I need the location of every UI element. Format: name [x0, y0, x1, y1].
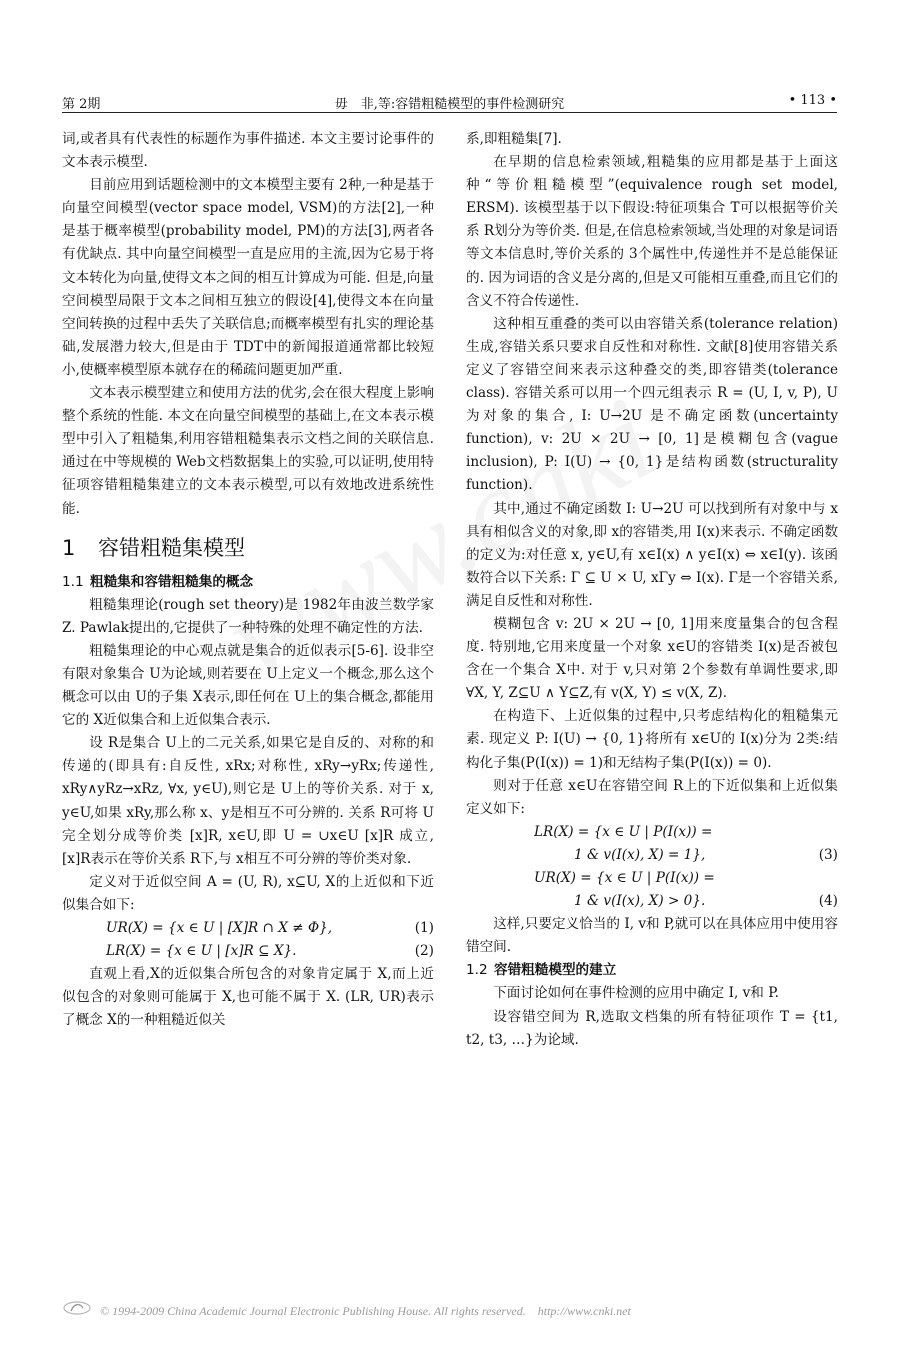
section-number: 1	[62, 535, 76, 560]
equation-2	[62, 940, 434, 963]
equation-number: (3)	[818, 846, 838, 863]
paragraph: 这种相互重叠的类可以由容错关系(tolerance relation)生成,容错关系只要求自反性和对称性. 文献[8]使用容错关系定义了容错空间来表示这种叠交的类,即容错类(tolerance class). 容错关系可以用一个四元组表示 R = (U, I, v, P), U为对象的集合, I: U→2U 是不确定函数(uncertainty function), v: 2U × 2U → [0, 1]是模糊包含(vague inclusion), P: I(U) → {0, 1}是结构函数(structurality function).	[466, 315, 838, 494]
equation-number: (2)	[414, 943, 434, 960]
page-number: • 113 •	[788, 93, 837, 108]
equation-body: LR(X) = {x ∈ U | [x]R ⊆ X}.	[106, 943, 297, 960]
paragraph: 粗糙集理论的中心观点就是集合的近似表示[5-6]. 设非空有限对象集合 U为论域,则若要在 U上定义一个概念,那么这个概念可以由 U的子集 X表示,即任何在 U上的集合概念,都能用它的 X近似集合和上近似集合表示.	[62, 642, 434, 729]
right-column	[466, 128, 838, 1052]
left-column	[62, 128, 434, 1032]
subsection-heading-1-1	[62, 571, 434, 594]
section-heading-1	[62, 533, 434, 563]
equation-body: 1 & v(I(x), X) = 1},	[574, 846, 706, 863]
paragraph: 粗糙集理论(rough set theory)是 1982年由波兰数学家 Z. Pawlak提出的,它提供了一种特殊的处理不确定性的方法.	[62, 596, 434, 636]
equation-body: 1 & v(I(x), X) > 0}.	[574, 893, 706, 910]
equation-number: (1)	[414, 920, 434, 936]
subsection-heading-1-2	[466, 959, 838, 982]
running-header	[62, 90, 837, 113]
equation-body: UR(X) = {x ∈ U | [X]R ∩ X ≠ Φ},	[106, 920, 333, 936]
equation-number: (4)	[818, 893, 838, 910]
subsection-number: 1.2	[466, 962, 488, 979]
page-footer	[62, 1300, 837, 1320]
subsection-title: 粗糙集和容错粗糙集的概念	[90, 573, 254, 590]
equation-3-line-2	[466, 844, 838, 867]
paragraph: 则对于任意 x∈U在容错空间 R上的下近似集和上近似集定义如下:	[466, 777, 838, 817]
equation-4-line-1	[466, 867, 838, 890]
copyright-notice: © 1994-2009 China Academic Journal Electronic Publishing House. All rights reserved. http://www.cnki.net	[100, 1304, 631, 1318]
equation-body: LR(X) = {x ∈ U | P(I(x)) =	[534, 823, 713, 840]
paragraph: 这样,只要定义恰当的 I, v和 P,就可以在具体应用中使用容错空间.	[466, 916, 838, 956]
equation-1	[62, 917, 434, 940]
equation-body: UR(X) = {x ∈ U | P(I(x)) =	[534, 870, 715, 886]
paragraph: 文本表示模型建立和使用方法的优劣,会在很大程度上影响整个系统的性能. 本文在向量空间模型的基础上,在文本表示模型中引入了粗糙集,利用容错粗糙集表示文档之间的关联信息. 通过在中等规模的 Web文档数据集上的实验,可以证明,使用特征项容错粗糙集建立的文本表示模型,可以有效地改进系统性能.	[62, 385, 434, 517]
article-running-title: 毋 非,等:容错粗糙模型的事件检测研究	[334, 97, 565, 112]
section-title: 容错粗糙集模型	[98, 535, 245, 560]
paragraph: 在构造下、上近似集的过程中,只考虑结构化的粗糙集元素. 现定义 P: I(U) → {0, 1}将所有 x∈U的 I(x)分为 2类:结构化子集(P(I(x)) = 1)和无结构子集(P(I(x)) = 0).	[466, 708, 838, 771]
paragraph: 目前应用到话题检测中的文本模型主要有 2种,一种是基于向量空间模型(vector space model, VSM)的方法[2],一种是基于概率模型(probability model, PM)的方法[3],两者各有优缺点. 其中向量空间模型一直是应用的主流,因为它易于将文本转化为向量,使得文本之间的相互计算成为可能. 但是,向量空间模型局限于文本之间相互独立的假设[4],使得文本在向量空间转换的过程中丢失了关联信息;而概率模型有扎实的理论基础,发展潜力较大,但是由于 TDT中的新闻报道通常都比较短小,使概率模型原本就存在的稀疏问题更加严重.	[62, 177, 434, 378]
publisher-logo-icon	[62, 1300, 92, 1316]
paragraph: 设 R是集合 U上的二元关系,如果它是自反的、对称的和传递的(即具有:自反性, xRx;对称性, xRy→yRx;传递性, xRy∧yRz→xRz, ∀x, y∈U),则它是 U上的等价关系. 对于 x, y∈U,如果 xRy,那么称 x、y是相互不可分辨的. 关系 R可将 U完全划分成等价类 [x]R, x∈U,即 U = ∪x∈U [x]R 成立, [x]R表示在等价关系 R下,与 x相互不可分辨的等价类对象.	[62, 735, 434, 867]
paragraph: 模糊包含 v: 2U × 2U → [0, 1]用来度量集合的包含程度. 特别地,它用来度量一个对象 x∈U的容错类 I(x)是否被包含在一个集合 X中. 对于 v,只对第 2个参数有单调性要求,即 ∀X, Y, Z⊆U ∧ Y⊆Z,有 v(X, Y) ≤ v(X, Z).	[466, 615, 838, 702]
paragraph: 设容错空间为 R,选取文档集的所有特征项作 T = {t1, t2, t3, …}为论域.	[466, 1008, 838, 1048]
paragraph: 直观上看,X的近似集合所包含的对象肯定属于 X,而上近似包含的对象则可能属于 X,也可能不属于 X. (LR, UR)表示了概念 X的一种粗糙近似关	[62, 966, 434, 1029]
paragraph: 下面讨论如何在事件检测的应用中确定 I, v和 P.	[493, 985, 779, 1002]
subsection-title: 容错粗糙模型的建立	[494, 962, 617, 979]
paragraph: 其中,通过不确定函数 I: U→2U 可以找到所有对象中与 x具有相似含义的对象,即 x的容错类,用 I(x)来表示. 不确定函数的定义为:对任意 x, y∈U,有 x∈I(x) ∧ y∈I(x) ⇔ x∈I(y). 该函数符合以下关系: Γ ⊆ U × U, xΓy ⇔ I(x). Γ是一个容错关系,满足自反性和对称性.	[466, 500, 838, 609]
paragraph: 定义对于近似空间 A = (U, R), x⊆U, X的上近似和下近似集合如下:	[62, 873, 434, 913]
paragraph: 在早期的信息检索领域,粗糙集的应用都是基于上面这种“等价粗糙模型”(equivalence rough set model, ERSM). 该模型基于以下假设:特征项集合 T可以根据等价关系 R划分为等价类. 但是,在信息检索领域,当处理的对象是词语等文本信息时,等价关系的 3个属性中,传递性并不是总能保证的. 因为词语的含义是分离的,但是又可能相互重叠,而且它们的含义不符合传递性.	[466, 154, 838, 309]
subsection-number: 1.1	[62, 573, 84, 590]
equation-4-line-2	[466, 890, 838, 913]
paragraph: 词,或者具有代表性的标题作为事件描述. 本文主要讨论事件的文本表示模型.	[62, 131, 434, 171]
equation-3-line-1	[466, 821, 838, 844]
paragraph: 系,即粗糙集[7].	[466, 131, 562, 147]
issue-number: 第 2期	[62, 97, 101, 112]
